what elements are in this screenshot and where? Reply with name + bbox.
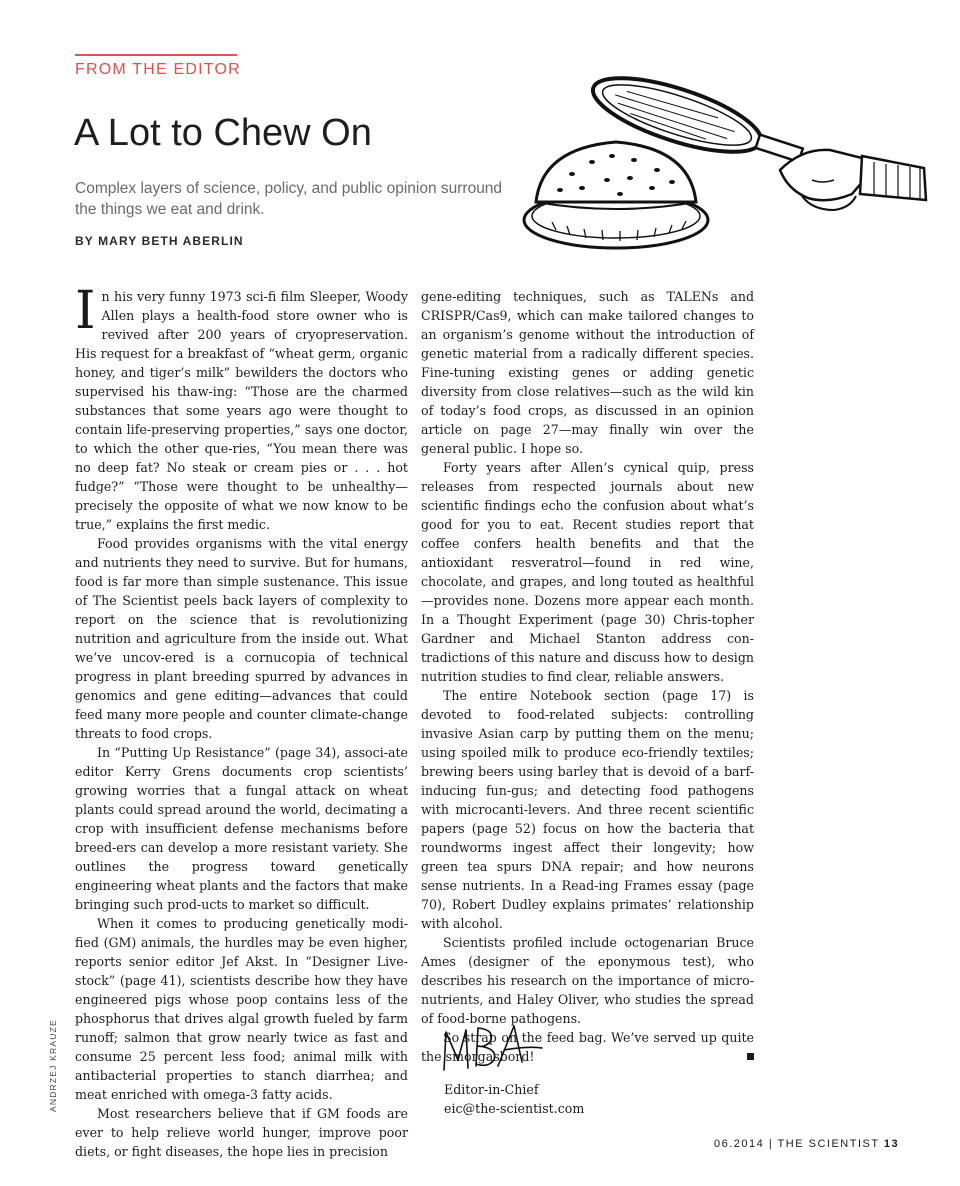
page-footer bbox=[714, 1138, 899, 1150]
article-title: A Lot to Chew On bbox=[74, 112, 372, 154]
page-number: 13 bbox=[883, 1138, 900, 1150]
article-paragraph: Most researchers believe that if GM foods are ever to help relieve world hunger, improve poor diets, or fight diseases, the hope lies in precision bbox=[75, 1106, 408, 1159]
article-paragraph: In his very funny 1973 sci-fi film Sleeper, Woody Allen plays a health-food store owner who is revived after 200 years of cryopreservation. His request for a breakfast of “wheat germ, organic honey, and tiger’s milk” bewilders the doctors who supervised his thaw-ing: “Those are the charmed substances that some years ago were thought to contain life-preserving properties,” says one doctor, to which the other que-ries, “You mean there was no deep fat? No steak or cream pies or . . . hot fudge?” “Those were thought to be unhealthy—precisely the opposite of what we now know to be true,” explains the first medic. bbox=[75, 281, 408, 532]
article-paragraph: Scientists profiled include octogenarian Bruce Ames (designer of the eponymous test), who describes his research on the importance of micro-nutrients, and Haley Oliver, who studies the spread of food-borne pathogens. bbox=[421, 935, 754, 1026]
article-paragraph: When it comes to producing genetically modi-fied (GM) animals, the hurdles may be even higher, reports senior editor Jef Akst. In “Designer Live-stock” (page 41), scientists describe how they have engineered pigs whose poop contains less of the phosphorus that drives algal growth fueled by farm runoff; salmon that grow nearly twice as fast and consume 25 percent less food; animal milk with antibacterial properties to stanch diarrhea; and meat enriched with omega-3 fatty acids. bbox=[75, 916, 408, 1102]
article-paragraph: The entire Notebook section (page 17) is devoted to food-related subjects: controlling invasive Asian carp by putting them on the menu; using spoiled milk to produce eco-friendly textiles; brewing beers using barley that is devoid of a barf-inducing fun-gus; and detecting food pathogens with microcanti-levers. And three recent scientific papers (page 52) focus on how the bacteria that roundworms ingest affect their longevity; how green tea spurs DNA repair; and how neurons sense nutrients. In a Read-ing Frames essay (page 70), Robert Dudley explains primates’ relationship with alcohol. bbox=[421, 688, 754, 931]
drop-cap: I bbox=[75, 281, 96, 341]
article-paragraph: Food provides organisms with the vital energy and nutrients they need to survive. But for humans, food is far more than simple sustenance. This issue of The Scientist peels back layers of complexity to report on the science that is revolutionizing nutrition and agriculture from the inside out. What we’ve uncov-ered is a cornucopia of technical progress in plant breeding spurred by advances in genomics and gene editing—advances that could feed many more people and counter climate-change threats to food crops. bbox=[75, 536, 408, 741]
footer-separator: | bbox=[768, 1138, 774, 1150]
article-paragraph: gene-editing techniques, such as TALENs and CRISPR/Cas9, which can make tailored changes to an organism’s genome without the introduction of genetic material from a radically different species. Fine-tuning existing genes or adding genetic diversity from close relatives—such as the wild kin of today’s food crops, as discussed in an opinion article on page 27—may finally win over the general public. I hope so. bbox=[421, 289, 754, 456]
end-mark bbox=[747, 1053, 754, 1060]
issue-date: 06.2014 bbox=[714, 1138, 765, 1150]
editor-signature bbox=[438, 1020, 548, 1078]
byline: BY MARY BETH ABERLIN bbox=[75, 234, 244, 248]
illustration-credit: ANDRZEJ KRAUZE bbox=[48, 1019, 58, 1112]
signoff-email: eic@the-scientist.com bbox=[444, 1101, 585, 1116]
article-paragraph-final: So strap on the feed bag. We’ve served up quite the smorgasbord! bbox=[421, 1030, 754, 1064]
article-column-left bbox=[75, 281, 408, 1161]
illustration-magnifier-over-burger bbox=[512, 70, 932, 265]
section-rule bbox=[75, 54, 237, 56]
article-column-right bbox=[421, 287, 754, 1066]
signoff-title: Editor-in-Chief bbox=[444, 1082, 539, 1097]
article-paragraph: In “Putting Up Resistance” (page 34), associ-ate editor Kerry Grens documents crop scientists’ growing worries that a fungal attack on wheat plants could spread around the world, decimating a crop with insufficient defense mechanisms before breed-ers can develop a more resistant variety. She outlines the progress toward genetically engineering wheat plants and the factors that make bringing such prod-ucts to market so difficult. bbox=[75, 745, 408, 912]
section-label: FROM THE EDITOR bbox=[75, 61, 241, 78]
magazine-name: THE SCIENTIST bbox=[777, 1138, 880, 1150]
article-deck: Complex layers of science, policy, and public opinion surround the things we eat and drink. bbox=[75, 180, 503, 218]
article-paragraph: Forty years after Allen’s cynical quip, press releases from respected journals about new scientific findings echo the confusion about what’s good for you to eat. Recent studies report that coffee confers health benefits and that the antioxidant resveratrol—found in red wine, chocolate, and grapes, and long touted as healthful—provides none. Dozens more appear each month. In a Thought Experiment (page 30) Chris-topher Gardner and Michael Stanton address con-tradictions of this nature and discuss how to design nutrition studies to find clear, reliable answers. bbox=[421, 460, 754, 684]
